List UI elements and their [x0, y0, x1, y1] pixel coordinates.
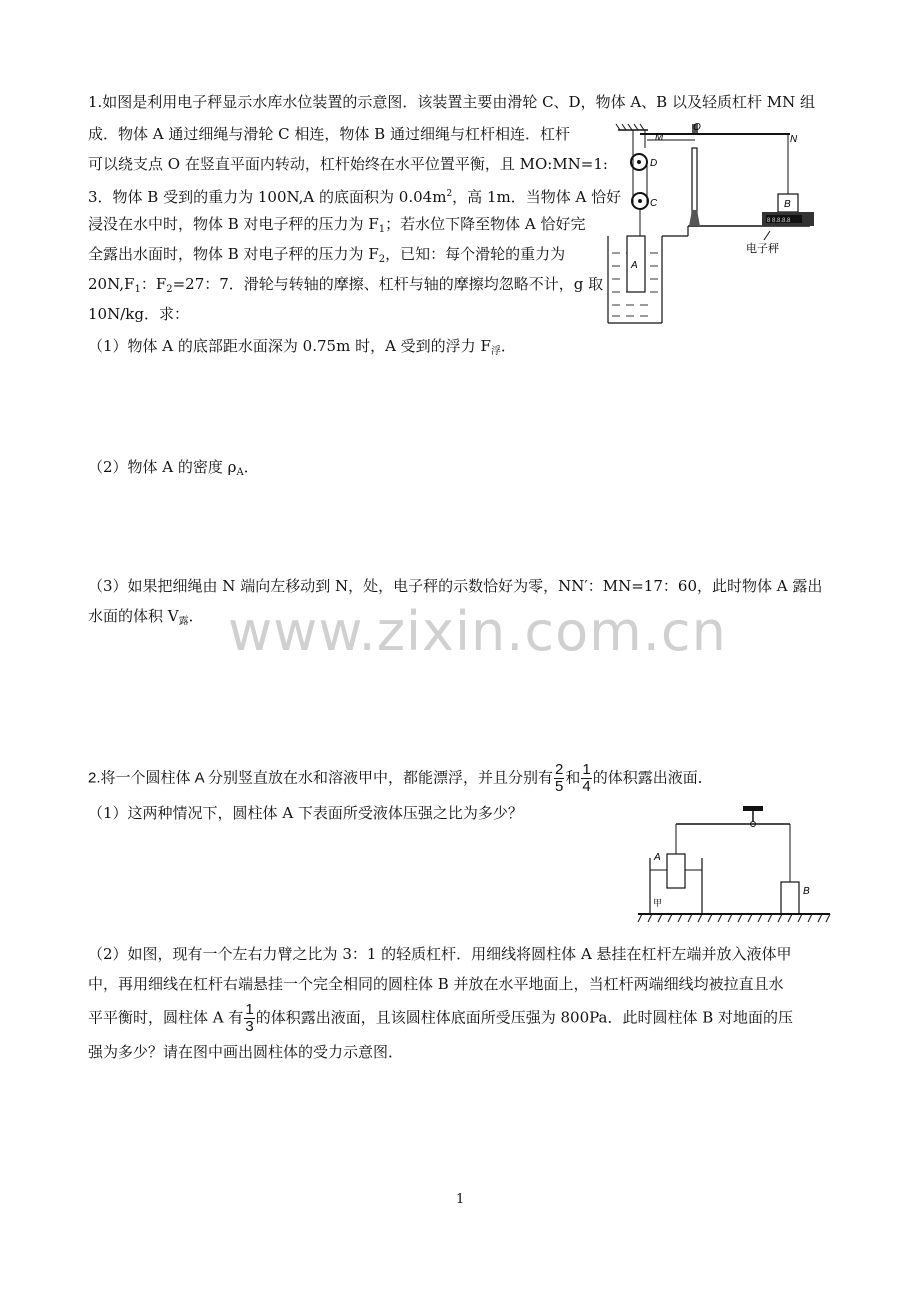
q1-line-7-b: ：F	[140, 275, 167, 293]
pulley-c-axle	[638, 199, 642, 203]
watermark: www.zixin.com.cn	[228, 600, 727, 663]
q2-intro-b: 的体积露出液面．	[592, 769, 713, 787]
fraction-one-third	[244, 1002, 254, 1035]
cylinder-b	[781, 882, 799, 914]
q2-part-1: （1）这两种情况下，圆柱体 A 下表面所受液体压强之比为多少？	[88, 804, 523, 822]
q1-line-2: 成．物体 A 通过细绳与滑轮 C 相连，物体 B 通过细绳与杠杆相连．杠杆	[88, 125, 570, 143]
q1-part-1-sub: 浮	[490, 346, 501, 357]
ground	[638, 914, 830, 922]
label-b: B	[803, 886, 810, 897]
q2-intro-a: 2.将一个圆柱体 A 分别竖直放在水和溶液甲中，都能漂浮，并且分别有	[88, 769, 554, 787]
label-d: D	[650, 158, 658, 169]
q1-part-3-line-1: （3）如果把细绳由 N 端向左移动到 N，处，电子秤的示数恰好为零，NN′：MN=17：60，此时物体 A 露出	[88, 577, 823, 595]
pulley-d-axle	[637, 160, 641, 164]
q1-line-7-a: 20N,F	[88, 275, 135, 293]
figure-1-water-level-device	[600, 118, 820, 328]
q1-part-3-sub: 露	[178, 616, 189, 627]
label-a: A	[631, 260, 638, 271]
q1-line-7-c: =27：7．滑轮与转轴的摩擦、杠杆与轴的摩擦均忽略不计，g 取	[172, 275, 604, 293]
q1-part-2-end: ．	[243, 458, 259, 476]
q1-line-7	[88, 274, 603, 300]
q1-line-5-sub: 1	[378, 224, 386, 235]
ceiling-mount	[743, 806, 763, 811]
q1-part-2-text: （2）物体 A 的密度 ρ	[88, 458, 237, 476]
q1-part-3-line-2	[88, 606, 204, 632]
q1-line-4	[88, 184, 621, 207]
q2-part-2-line-2: 中，再用细线在杠杆右端悬挂一个完全相同的圆柱体 B 并放在水平地面上，当杠杆两端细线均被拉直且水	[88, 975, 784, 993]
label-m: M	[655, 132, 664, 143]
q1-line-5-b: ；若水位下降至物体 A 恰好完	[385, 215, 586, 233]
fraction-one-fourth	[581, 762, 591, 795]
label-a: A	[654, 852, 661, 863]
q1-line-8: 10N/kg．求：	[88, 305, 189, 323]
q2-part-2-line-3b: 的体积露出液面，且该圆柱体底面所受压强为 800Pa．此时圆柱体 B 对地面的压	[255, 1008, 794, 1027]
q1-line-4-b: ，高 1m．当物体 A 恰好	[452, 188, 622, 206]
ceiling-support	[616, 124, 648, 130]
q1-part-1	[88, 336, 516, 362]
label-c: C	[650, 198, 658, 209]
q1-part-3-end: ．	[188, 607, 204, 625]
q1-line-4-sup: 2	[446, 189, 453, 199]
q1-line-1: 1.如图是利用电子秤显示水库水位装置的示意图．该装置主要由滑轮 C、D，物体 A、B 以及轻质杠杆 MN 组	[88, 93, 815, 111]
q1-line-6-sub: 2	[378, 254, 386, 265]
scale-readout: 8 8.8.8.8	[767, 218, 791, 224]
q1-part-2	[88, 457, 259, 483]
q1-line-7-sub1: 1	[134, 284, 141, 295]
q1-part-2-sub: A	[236, 467, 244, 478]
frac3-num: 1	[245, 1001, 254, 1018]
q2-intro	[88, 762, 713, 795]
q1-line-7-sub2: 2	[166, 284, 173, 295]
q2-part-2-line-1: （2）如图，现有一个左右力臂之比为 3：1 的轻质杠杆．用细线将圆柱体 A 悬挂在杠杆左端并放入液体甲	[88, 945, 792, 963]
page-number: 1	[456, 1192, 465, 1207]
q1-part-1-text: （1）物体 A 的底部距水面深为 0.75m 时，A 受到的浮力 F	[88, 337, 491, 355]
q2-intro-and: 和	[565, 769, 581, 787]
frac2-num: 1	[582, 761, 591, 778]
q1-line-6	[88, 244, 565, 270]
q1-line-6-a: 全露出水面时，物体 B 对电子秤的压力为 F	[88, 245, 379, 263]
label-b: B	[784, 199, 791, 210]
q1-part-3-text: 水面的体积 V	[88, 607, 179, 625]
fraction-two-fifths	[554, 762, 564, 795]
q1-line-4-a: 3．物体 B 受到的重力为 100N,A 的底面积为 0.04m	[88, 188, 447, 206]
figure-2-lever-cylinders	[630, 800, 840, 928]
frac3-den: 3	[245, 1018, 254, 1035]
q1-line-6-b: ，已知：每个滑轮的重力为	[385, 245, 566, 263]
frac2-den: 4	[582, 778, 591, 795]
scale-caption: 电子秤	[746, 243, 779, 255]
label-o: O	[693, 122, 701, 133]
frac1-den: 5	[555, 778, 564, 795]
scale-pointer	[764, 231, 770, 240]
frac1-num: 2	[555, 761, 564, 778]
q2-part-2-line-3	[88, 1002, 793, 1035]
q2-part-2-line-3a: 平平衡时，圆柱体 A 有	[88, 1008, 244, 1027]
label-n: N	[790, 134, 798, 145]
q1-part-1-end: ．	[500, 337, 516, 355]
cylinder-a	[667, 854, 685, 888]
q1-line-5	[88, 214, 586, 240]
q1-line-3: 可以绕支点 O 在竖直平面内转动，杠杆始终在水平位置平衡，且 MO:MN=1:	[88, 155, 608, 173]
q1-line-5-a: 浸没在水中时，物体 B 对电子秤的压力为 F	[88, 215, 379, 233]
support-base	[689, 210, 700, 226]
q2-part-2-line-4: 强为多少？请在图中画出圆柱体的受力示意图．	[88, 1043, 404, 1061]
label-jia: 甲	[653, 898, 663, 908]
